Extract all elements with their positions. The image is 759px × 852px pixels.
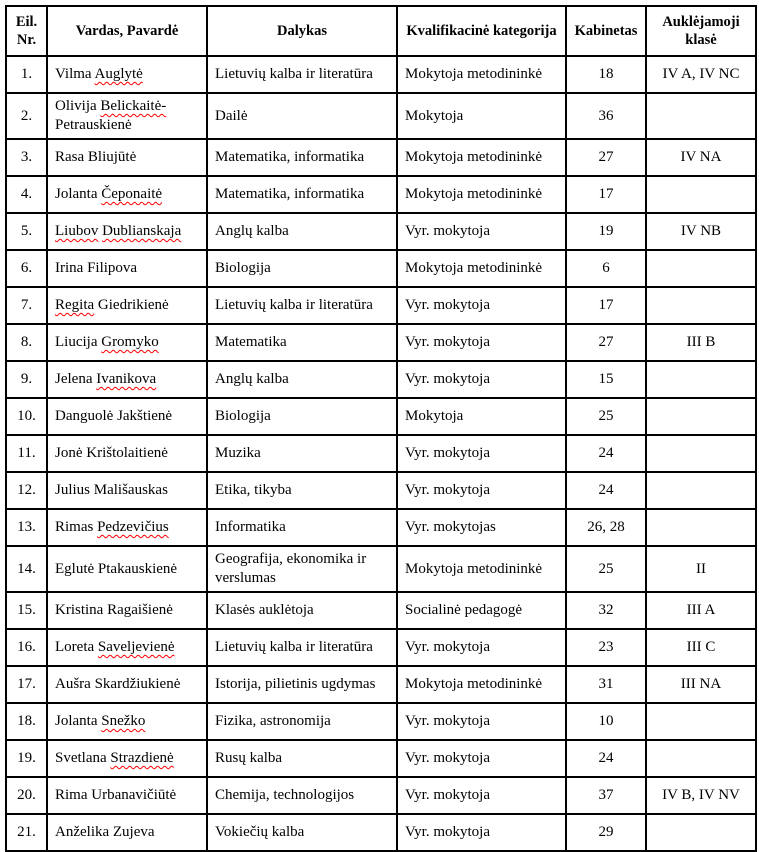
table-row: [6, 287, 756, 324]
cell-category: Vyr. mokytojas: [397, 509, 566, 546]
cell-subject: [207, 93, 397, 139]
misspelled-name-segment: Auglytė: [94, 66, 143, 82]
cell-subject: [207, 472, 397, 509]
cell-category: Mokytoja metodininkė: [397, 546, 566, 592]
cell-homeroom: [646, 740, 756, 777]
table-row: [6, 472, 756, 509]
teachers-table: [5, 5, 757, 852]
name-segment: Jolanta: [55, 713, 102, 729]
cell-subject: [207, 250, 397, 287]
table-row: [6, 361, 756, 398]
name-segment: Giedrikienė: [94, 297, 169, 313]
table-row: [6, 93, 756, 139]
name-segment: Vilma: [55, 66, 95, 82]
subject-line: Matematika, informatika: [215, 186, 365, 202]
cell-name: [47, 777, 207, 814]
cell-room: 25: [566, 398, 646, 435]
subject-line: Rusų kalba: [215, 750, 283, 766]
cell-homeroom: IV NA: [646, 139, 756, 176]
cell-homeroom: II: [646, 546, 756, 592]
cell-subject: [207, 56, 397, 93]
cell-category: Mokytoja metodininkė: [397, 176, 566, 213]
cell-name: [47, 666, 207, 703]
misspelled-name-segment: Dublianskaja: [102, 223, 182, 239]
table-row: [6, 703, 756, 740]
cell-name: [47, 139, 207, 176]
cell-name: [47, 176, 207, 213]
cell-subject: [207, 740, 397, 777]
cell-category: Vyr. mokytoja: [397, 213, 566, 250]
name-line: [55, 560, 204, 579]
cell-category: Vyr. mokytoja: [397, 287, 566, 324]
cell-name: [47, 435, 207, 472]
cell-eil-nr: 13.: [6, 509, 47, 546]
subject-line: Informatika: [215, 519, 286, 535]
name-line: [55, 97, 204, 116]
table-row: [6, 213, 756, 250]
cell-room: 6: [566, 250, 646, 287]
cell-homeroom: [646, 703, 756, 740]
table-body: [6, 56, 756, 851]
table-row: [6, 324, 756, 361]
name-segment: Jelena: [55, 371, 97, 387]
name-segment: Jolanta: [55, 186, 102, 202]
name-line: [55, 370, 204, 389]
table-row: [6, 666, 756, 703]
name-line: [55, 712, 204, 731]
cell-subject: [207, 592, 397, 629]
name-segment: Petrauskienė: [55, 117, 132, 133]
cell-subject: [207, 703, 397, 740]
name-segment: Liucija: [55, 334, 102, 350]
misspelled-name-segment: Čeponaitė: [101, 186, 163, 202]
header-auklejamoji-klase: Auklėjamoji klasė: [646, 6, 756, 56]
table-row: [6, 814, 756, 851]
cell-homeroom: IV B, IV NV: [646, 777, 756, 814]
cell-room: 27: [566, 139, 646, 176]
name-line: [55, 148, 204, 167]
cell-subject: [207, 814, 397, 851]
cell-homeroom: [646, 435, 756, 472]
cell-homeroom: IV A, IV NC: [646, 56, 756, 93]
cell-name: [47, 56, 207, 93]
subject-line: Anglų kalba: [215, 223, 289, 239]
cell-room: 17: [566, 287, 646, 324]
misspelled-name-segment: Regita: [55, 297, 95, 313]
cell-eil-nr: 7.: [6, 287, 47, 324]
cell-name: [47, 740, 207, 777]
table-row: [6, 176, 756, 213]
cell-name: [47, 250, 207, 287]
cell-homeroom: III NA: [646, 666, 756, 703]
name-line: [55, 296, 204, 315]
cell-category: Mokytoja metodininkė: [397, 139, 566, 176]
name-line: [55, 518, 204, 537]
name-line: [55, 65, 204, 84]
subject-line: Lietuvių kalba ir literatūra: [215, 639, 373, 655]
cell-eil-nr: 20.: [6, 777, 47, 814]
cell-category: Mokytoja metodininkė: [397, 56, 566, 93]
name-segment: Julius Mališauskas: [55, 482, 168, 498]
name-line: [55, 823, 204, 842]
misspelled-name-segment: Pedzevičius: [97, 519, 169, 535]
table-row: [6, 56, 756, 93]
cell-homeroom: [646, 93, 756, 139]
cell-category: Vyr. mokytoja: [397, 324, 566, 361]
cell-room: 26, 28: [566, 509, 646, 546]
name-segment: Rasa Bliujūtė: [55, 149, 137, 165]
cell-room: 19: [566, 213, 646, 250]
cell-eil-nr: 9.: [6, 361, 47, 398]
cell-name: [47, 93, 207, 139]
cell-name: [47, 592, 207, 629]
cell-eil-nr: 12.: [6, 472, 47, 509]
cell-subject: [207, 287, 397, 324]
cell-eil-nr: 1.: [6, 56, 47, 93]
name-segment: Kristina Ragaišienė: [55, 602, 173, 618]
cell-subject: [207, 666, 397, 703]
misspelled-name-segment: Saveljevienė: [97, 639, 175, 655]
header-vardas-pavarde: Vardas, Pavardė: [47, 6, 207, 56]
cell-subject: [207, 324, 397, 361]
cell-category: Vyr. mokytoja: [397, 814, 566, 851]
cell-room: 29: [566, 814, 646, 851]
table-row: [6, 250, 756, 287]
cell-name: [47, 361, 207, 398]
table-row: [6, 435, 756, 472]
cell-category: Vyr. mokytoja: [397, 361, 566, 398]
name-line: [55, 444, 204, 463]
name-segment: Loreta: [55, 639, 98, 655]
table-row: [6, 592, 756, 629]
cell-subject: [207, 361, 397, 398]
header-row: [6, 6, 756, 56]
cell-category: Socialinė pedagogė: [397, 592, 566, 629]
cell-subject: [207, 546, 397, 592]
name-line: [55, 116, 204, 135]
subject-line: Biologija: [215, 408, 271, 424]
cell-room: 31: [566, 666, 646, 703]
cell-eil-nr: 21.: [6, 814, 47, 851]
subject-line: Muzika: [215, 445, 261, 461]
table-row: [6, 740, 756, 777]
cell-category: Vyr. mokytoja: [397, 629, 566, 666]
cell-name: [47, 629, 207, 666]
cell-subject: [207, 435, 397, 472]
cell-eil-nr: 18.: [6, 703, 47, 740]
cell-room: 36: [566, 93, 646, 139]
cell-room: 24: [566, 472, 646, 509]
cell-eil-nr: 6.: [6, 250, 47, 287]
cell-room: 10: [566, 703, 646, 740]
cell-subject: [207, 176, 397, 213]
subject-line: Biologija: [215, 260, 271, 276]
cell-homeroom: [646, 472, 756, 509]
name-line: [55, 749, 204, 768]
cell-name: [47, 398, 207, 435]
cell-homeroom: [646, 509, 756, 546]
header-kvalifikacine-kategorija: Kvalifikacinė kategorija: [397, 6, 566, 56]
name-line: [55, 601, 204, 620]
cell-room: 15: [566, 361, 646, 398]
cell-subject: [207, 629, 397, 666]
cell-eil-nr: 16.: [6, 629, 47, 666]
misspelled-name-segment: Strazdienė: [110, 750, 174, 766]
cell-homeroom: III A: [646, 592, 756, 629]
cell-subject: [207, 777, 397, 814]
cell-homeroom: [646, 361, 756, 398]
cell-eil-nr: 15.: [6, 592, 47, 629]
name-segment: Olivija: [55, 98, 101, 114]
name-line: [55, 638, 204, 657]
name-line: [55, 259, 204, 278]
cell-room: 32: [566, 592, 646, 629]
table-row: [6, 777, 756, 814]
name-line: [55, 333, 204, 352]
name-segment: Anželika Zujeva: [55, 824, 155, 840]
name-line: [55, 185, 204, 204]
cell-eil-nr: 4.: [6, 176, 47, 213]
name-segment: Danguolė Jakštienė: [55, 408, 173, 424]
cell-homeroom: IV NB: [646, 213, 756, 250]
cell-homeroom: [646, 287, 756, 324]
cell-eil-nr: 14.: [6, 546, 47, 592]
cell-room: 27: [566, 324, 646, 361]
cell-room: 24: [566, 435, 646, 472]
name-line: [55, 481, 204, 500]
cell-category: Mokytoja metodininkė: [397, 666, 566, 703]
name-line: [55, 675, 204, 694]
header-eil-nr: Eil. Nr.: [6, 6, 47, 56]
cell-homeroom: [646, 176, 756, 213]
cell-subject: [207, 398, 397, 435]
subject-line: Dailė: [215, 107, 248, 124]
cell-name: [47, 324, 207, 361]
cell-room: 23: [566, 629, 646, 666]
table-row: [6, 398, 756, 435]
name-segment: Aušra Skardžiukienė: [55, 676, 181, 692]
subject-line: Fizika, astronomija: [215, 713, 331, 729]
name-line: [55, 786, 204, 805]
cell-name: [47, 472, 207, 509]
cell-eil-nr: 17.: [6, 666, 47, 703]
subject-line: Matematika: [215, 334, 287, 350]
cell-homeroom: III B: [646, 324, 756, 361]
cell-eil-nr: 10.: [6, 398, 47, 435]
cell-name: [47, 213, 207, 250]
subject-line: Lietuvių kalba ir literatūra: [215, 297, 373, 313]
table-row: [6, 139, 756, 176]
name-segment: Rima Urbanavičiūtė: [55, 787, 177, 803]
misspelled-name-segment: Gromyko: [101, 334, 159, 350]
cell-room: 25: [566, 546, 646, 592]
cell-category: Vyr. mokytoja: [397, 740, 566, 777]
cell-eil-nr: 2.: [6, 93, 47, 139]
name-segment: Eglutė Ptakauskienė: [55, 560, 178, 577]
cell-name: [47, 546, 207, 592]
cell-homeroom: [646, 250, 756, 287]
cell-name: [47, 287, 207, 324]
misspelled-name-segment: Liubov: [55, 223, 99, 239]
cell-room: 17: [566, 176, 646, 213]
name-segment: Irina Filipova: [55, 260, 138, 276]
subject-line: verslumas: [215, 570, 276, 586]
name-line: [55, 407, 204, 426]
header-dalykas: Dalykas: [207, 6, 397, 56]
subject-line: Geografija, ekonomika ir: [215, 551, 367, 567]
subject-line: Klasės auklėtoja: [215, 602, 314, 618]
table-row: [6, 509, 756, 546]
cell-category: Mokytoja metodininkė: [397, 250, 566, 287]
cell-eil-nr: 19.: [6, 740, 47, 777]
subject-line: Etika, tikyba: [215, 482, 292, 498]
cell-category: Vyr. mokytoja: [397, 703, 566, 740]
header-kabinetas: Kabinetas: [566, 6, 646, 56]
name-segment: Rimas: [55, 519, 98, 535]
cell-category: Mokytoja: [397, 93, 566, 139]
table-row: [6, 546, 756, 592]
misspelled-name-segment: Belickaitė-: [100, 98, 167, 114]
subject-line: Istorija, pilietinis ugdymas: [215, 676, 376, 692]
cell-category: Vyr. mokytoja: [397, 777, 566, 814]
cell-eil-nr: 11.: [6, 435, 47, 472]
cell-name: [47, 814, 207, 851]
cell-homeroom: III C: [646, 629, 756, 666]
cell-homeroom: [646, 814, 756, 851]
misspelled-name-segment: Snežko: [101, 713, 146, 729]
subject-line: Matematika, informatika: [215, 149, 365, 165]
cell-category: Vyr. mokytoja: [397, 472, 566, 509]
name-segment: Svetlana: [55, 750, 111, 766]
cell-subject: [207, 213, 397, 250]
subject-line: Vokiečių kalba: [215, 824, 305, 840]
cell-eil-nr: 8.: [6, 324, 47, 361]
cell-eil-nr: 5.: [6, 213, 47, 250]
name-line: [55, 222, 204, 241]
cell-name: [47, 703, 207, 740]
subject-line: Chemija, technologijos: [215, 787, 355, 803]
cell-room: 24: [566, 740, 646, 777]
cell-subject: [207, 509, 397, 546]
cell-subject: [207, 139, 397, 176]
subject-line: Anglų kalba: [215, 371, 289, 387]
table-row: [6, 629, 756, 666]
cell-room: 18: [566, 56, 646, 93]
cell-eil-nr: 3.: [6, 139, 47, 176]
subject-line: Lietuvių kalba ir literatūra: [215, 66, 373, 82]
name-segment: Jonė Krištolaitienė: [55, 445, 168, 461]
cell-room: 37: [566, 777, 646, 814]
cell-category: Vyr. mokytoja: [397, 435, 566, 472]
misspelled-name-segment: Ivanikova: [96, 371, 157, 387]
cell-homeroom: [646, 398, 756, 435]
cell-name: [47, 509, 207, 546]
cell-category: Mokytoja: [397, 398, 566, 435]
